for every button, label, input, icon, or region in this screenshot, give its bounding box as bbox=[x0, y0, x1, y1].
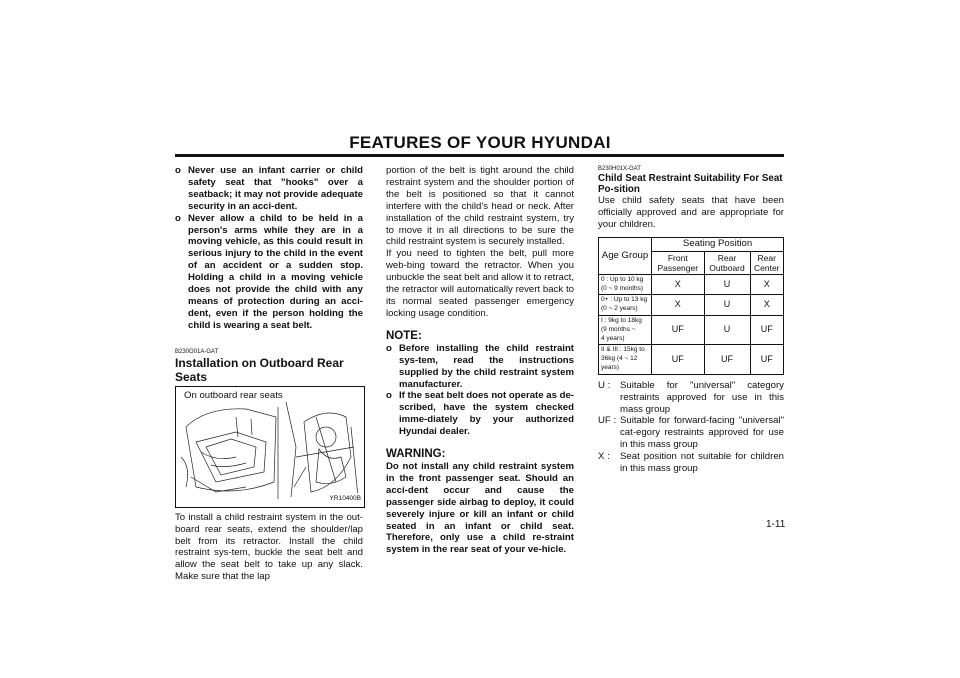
table-cell: U bbox=[704, 315, 750, 344]
bullet-item bbox=[175, 213, 363, 332]
table-cell: UF bbox=[652, 345, 705, 374]
table-cell: UF bbox=[750, 345, 783, 374]
table-row bbox=[599, 274, 784, 295]
bullet-text: Never allow a child to be held in a person's arms while they are in a moving vehicle, as this could result in serious injury to the child in the event of an accident or a sudden stop. Holding a child in a moving vehicle does not provide the child with any means of protection during an acci-dent, even if the person holding the child is wearing a seat belt. bbox=[188, 212, 363, 331]
note-bullet bbox=[386, 390, 574, 438]
column-right bbox=[598, 165, 784, 475]
table-cell: U bbox=[704, 274, 750, 295]
table-header-seating: Seating Position bbox=[652, 237, 784, 251]
section-title: Installation on Outboard Rear Seats bbox=[175, 355, 344, 384]
legend-key: X : bbox=[598, 451, 610, 463]
legend-item bbox=[598, 415, 784, 451]
figure-child-seat-installation bbox=[175, 386, 365, 508]
table-col-header: Front Passenger bbox=[652, 251, 705, 274]
legend-text: Suitable for "universal" category restraints approved for use in this mass group bbox=[620, 379, 784, 415]
column-middle bbox=[386, 165, 574, 556]
warning-text: Do not install any child restraint system in the front passenger seat. Should an acci-dent occur and cause the passenger side airbag to deploy, it could severely injure or kill an infant or child seated in an infant or child seat. Therefore, only use a child re-straint system in the rear seat of your ve-hicle. bbox=[386, 461, 574, 556]
table-cell: X bbox=[652, 274, 705, 295]
bullet-text: If the seat belt does not operate as de-scribed, have the system checked imme-diately by your authorized Hyundai dealer. bbox=[399, 390, 574, 438]
age-group-cell: 0+ : Up to 13 kg (0 ~ 2 years) bbox=[599, 295, 652, 316]
legend-text: Seat position not suitable for children in this mass group bbox=[620, 451, 784, 475]
bullet-text: Before installing the child restraint sys-tem, read the instructions supplied by the child restraint system manufacturer. bbox=[399, 342, 574, 390]
bullet-marker: o bbox=[175, 212, 181, 224]
bullet-marker: o bbox=[175, 165, 181, 176]
table-cell: X bbox=[652, 295, 705, 316]
legend-item bbox=[598, 380, 784, 416]
table-cell: X bbox=[750, 295, 783, 316]
table-row bbox=[599, 315, 784, 344]
header-rule bbox=[175, 154, 784, 157]
table-cell: UF bbox=[750, 315, 783, 344]
column-left bbox=[175, 165, 363, 583]
section-code: B230H01X-GAT bbox=[598, 166, 641, 172]
page-header-title: FEATURES OF YOUR HYUNDAI bbox=[349, 133, 611, 152]
warning-title: WARNING: bbox=[386, 448, 446, 461]
table-col-header: Rear Outboard bbox=[704, 251, 750, 274]
suitability-table bbox=[598, 237, 784, 375]
table-cell: X bbox=[750, 274, 783, 295]
body-text: If you need to tighten the belt, pull more web-bing toward the retractor. When you unbuckle the seat belt and allow it to retract, the retractor will automatically revert back to its normal seated passenger emergency locking usage condition. bbox=[386, 248, 574, 319]
legend-key: UF : bbox=[598, 415, 617, 427]
body-text: To install a child restraint system in the out-board rear seats, extend the shoulder/lap belt from its retractor. Install the child restraint sys-tem, buckle the seat belt and allow the seat belt to take up any slack. Make sure that the lap bbox=[175, 511, 363, 583]
figure-caption: On outboard rear seats bbox=[184, 389, 283, 401]
section-code: B230G01A-GAT bbox=[175, 348, 219, 355]
body-text: portion of the belt is tight around the child restraint system and the shoulder portion of the belt is positioned so that it cannot interfere with the child's head or neck. After installation of the child restraint system, try to move it in all directions to be sure the child restraint system is securely installed. bbox=[386, 165, 574, 248]
note-title: NOTE: bbox=[386, 329, 422, 342]
age-group-cell: 0 : Up to 10 kg (0 ~ 9 months) bbox=[599, 274, 652, 295]
table-header-age-group: Age Group bbox=[599, 237, 652, 274]
legend-item bbox=[598, 451, 784, 475]
bullet-item bbox=[175, 165, 363, 213]
table-cell: UF bbox=[704, 345, 750, 374]
table-row bbox=[599, 295, 784, 316]
bullet-text: Never use an infant carrier or child safety seat that "hooks" over a seatback; it may not provide adequate security in an acci-dent. bbox=[188, 165, 363, 212]
age-group-cell: I : 9kg to 18kg (9 months ~ 4 years) bbox=[599, 315, 652, 344]
table-row bbox=[599, 345, 784, 374]
table-col-header: Rear Center bbox=[750, 251, 783, 274]
bullet-marker: o bbox=[386, 342, 392, 354]
intro-text: Use child safety seats that have been officially approved and are appropriate for your children. bbox=[598, 195, 784, 230]
legend-text: Suitable for forward-facing "universal" cat-egory restraints approved for use in this mass group bbox=[620, 415, 784, 451]
table-cell: U bbox=[704, 295, 750, 316]
section-title: Child Seat Restraint Suitability For Seat Po-sition bbox=[598, 173, 783, 195]
table-cell: UF bbox=[652, 315, 705, 344]
figure-code: YR10400B bbox=[330, 493, 361, 505]
note-bullet bbox=[386, 343, 574, 391]
legend-key: U : bbox=[598, 379, 611, 391]
bullet-marker: o bbox=[386, 390, 392, 402]
age-group-cell: II & III : 15kg to 36kg (4 ~ 12 years) bbox=[599, 345, 652, 374]
child-seat-illustration bbox=[176, 387, 364, 507]
page-number: 1-11 bbox=[766, 519, 786, 530]
